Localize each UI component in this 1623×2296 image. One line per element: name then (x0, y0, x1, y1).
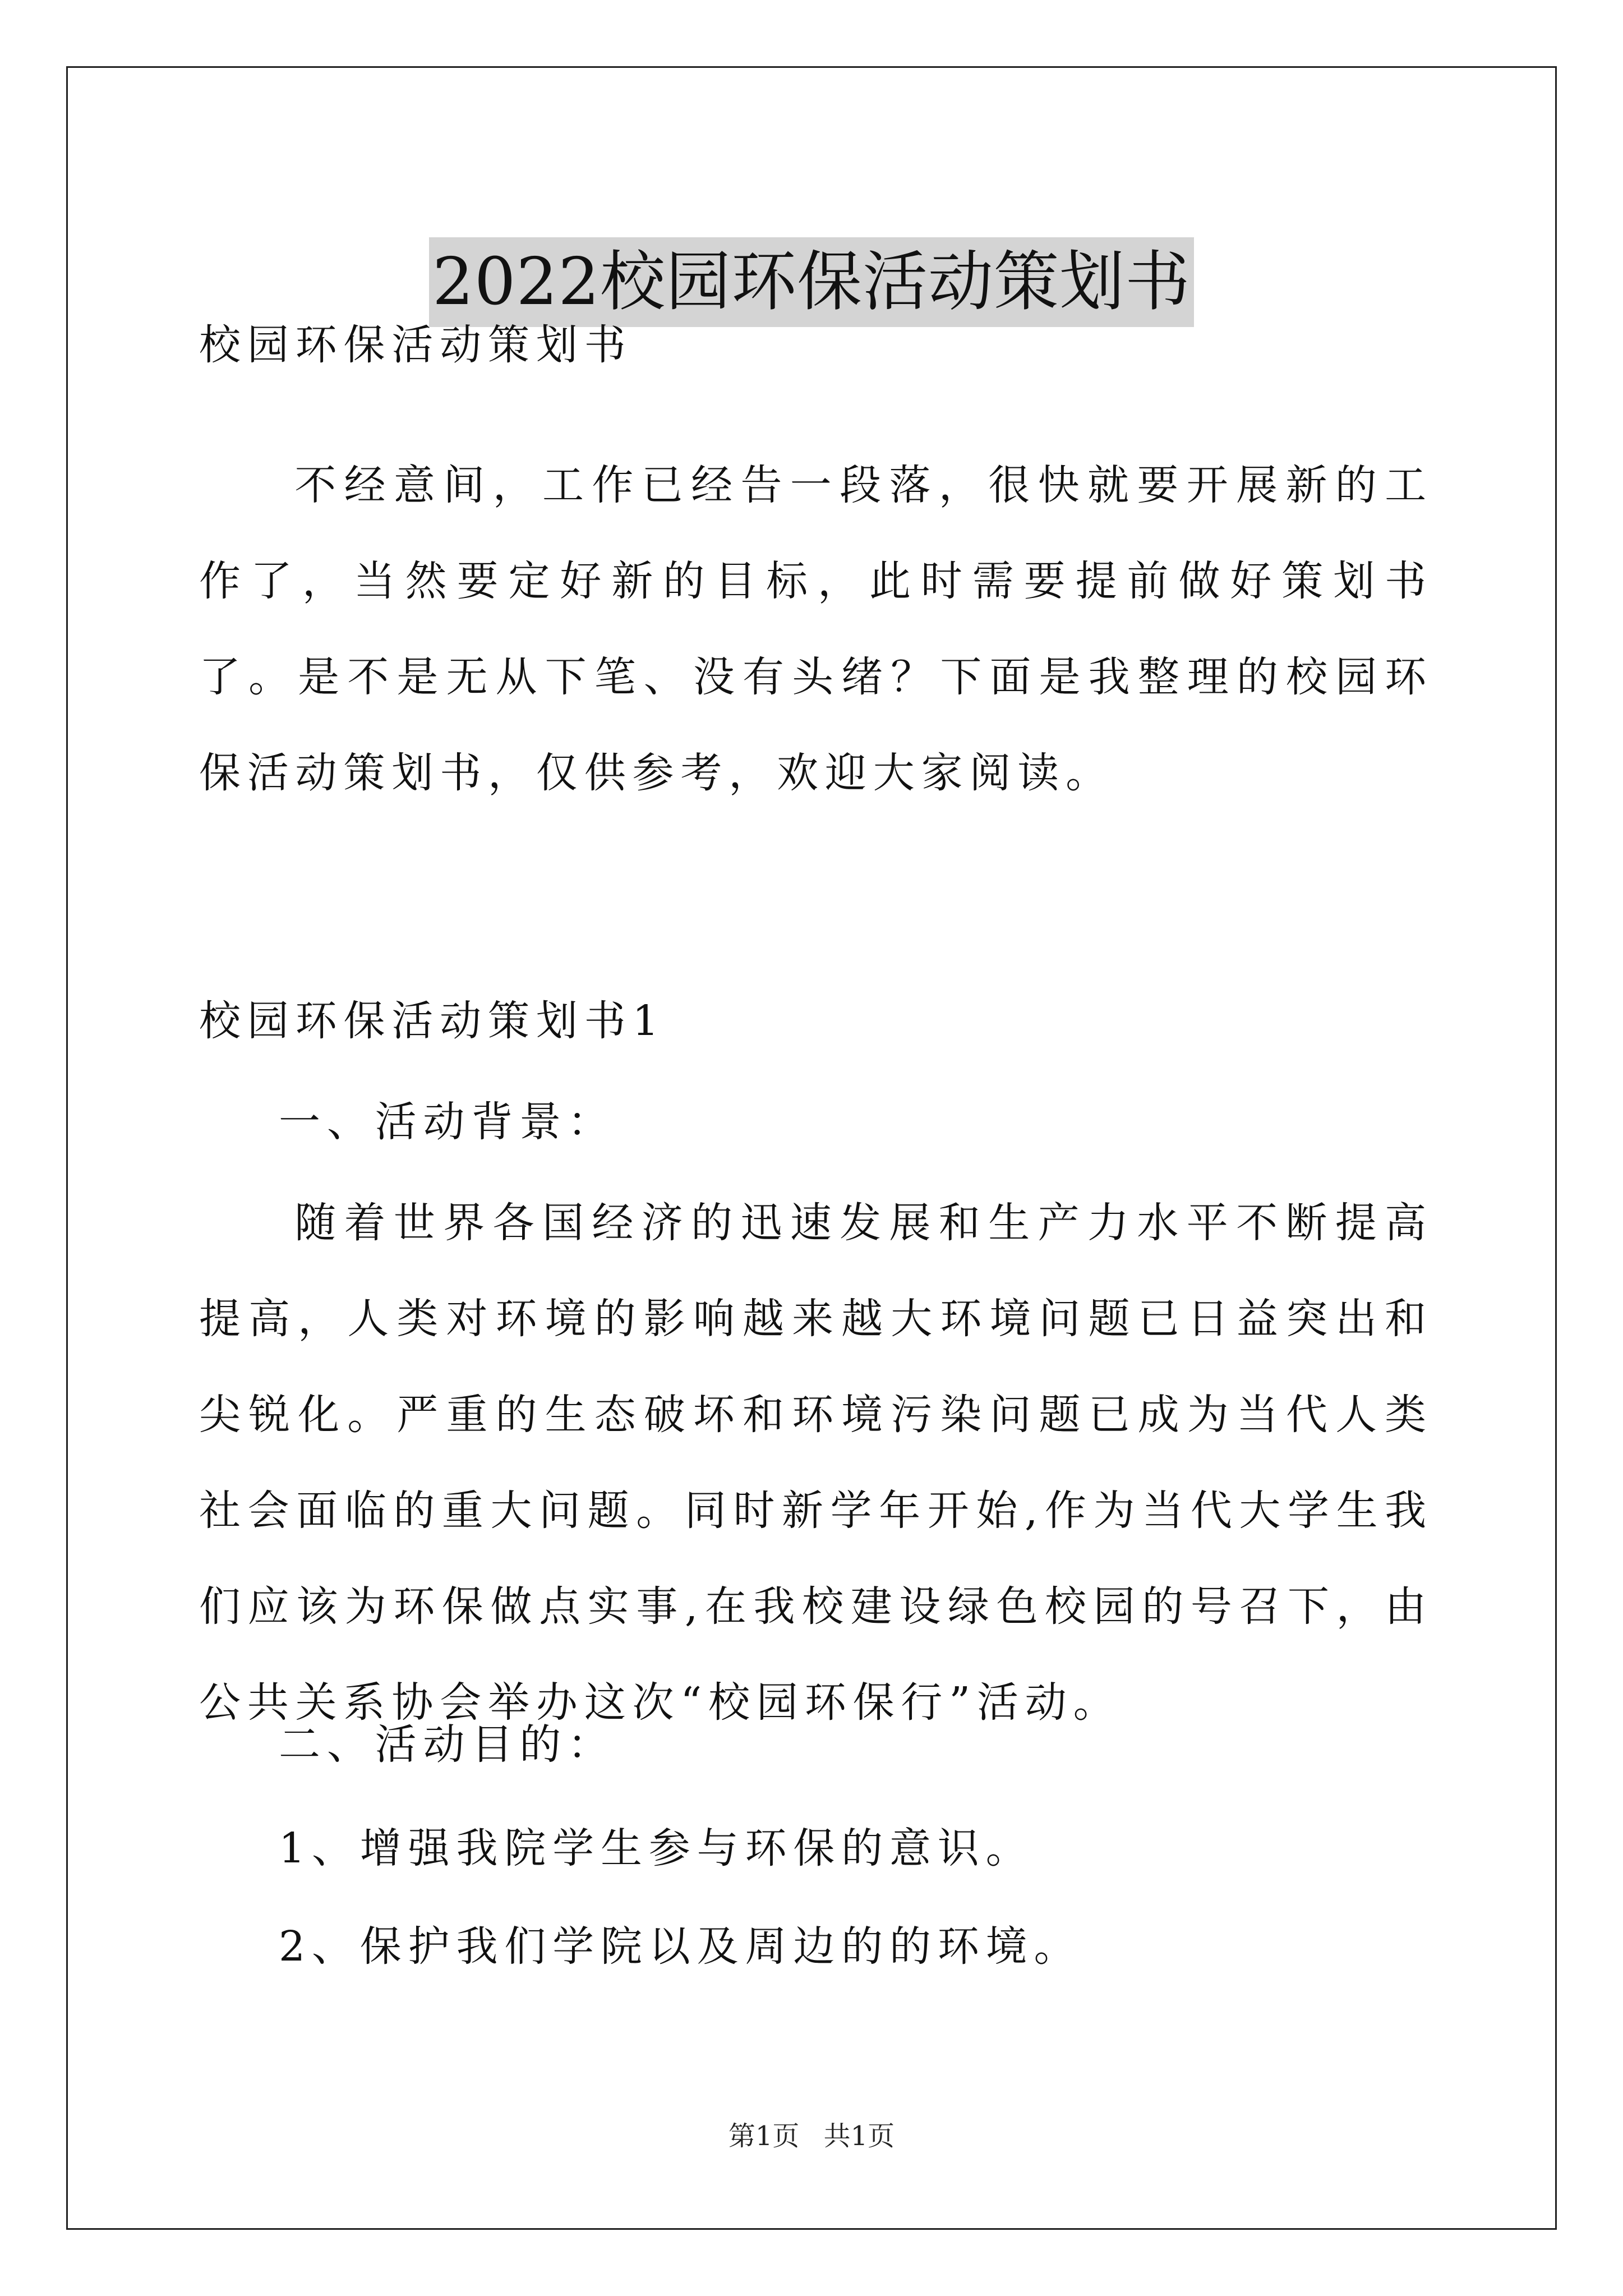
goal-item-1: 1、增强我院学生参与环保的意识。 (279, 1824, 1034, 1872)
document-title: 2022校园环保活动策划书 (429, 237, 1194, 327)
page-number-total: 共1页 (823, 2120, 895, 2152)
page-number-current: 第1页 (728, 2120, 800, 2152)
document-subtitle: 校园环保活动策划书 (199, 321, 633, 369)
heading-goal: 二、活动目的： (279, 1720, 616, 1769)
background-paragraph: 随着世界各国经济的迅速发展和生产力水平不断提高提高，人类对环境的影响越来越大环境问题已日益突出和尖锐化。严重的生态破坏和环境污染问题已成为当代人类社会面临的重大问题。同时新学年开始,作为当代大学生我们应该为环保做点实事,在我校建设绿色校园的号召下，由公共关系协会举办这次“校园环保行”活动。 (199, 1199, 1433, 1727)
heading-background: 一、活动背景： (279, 1098, 616, 1146)
page-footer (0, 2119, 1623, 2153)
section-title: 校园环保活动策划书1 (199, 997, 666, 1045)
goal-item-2: 2、保护我们学院以及周边的的环境。 (279, 1922, 1082, 1971)
intro-paragraph: 不经意间，工作已经告一段落，很快就要开展新的工作了，当然要定好新的目标，此时需要提前做好策划书了。是不是无从下笔、没有头绪？下面是我整理的校园环保活动策划书，仅供参考，欢迎大家阅读。 (199, 461, 1433, 797)
